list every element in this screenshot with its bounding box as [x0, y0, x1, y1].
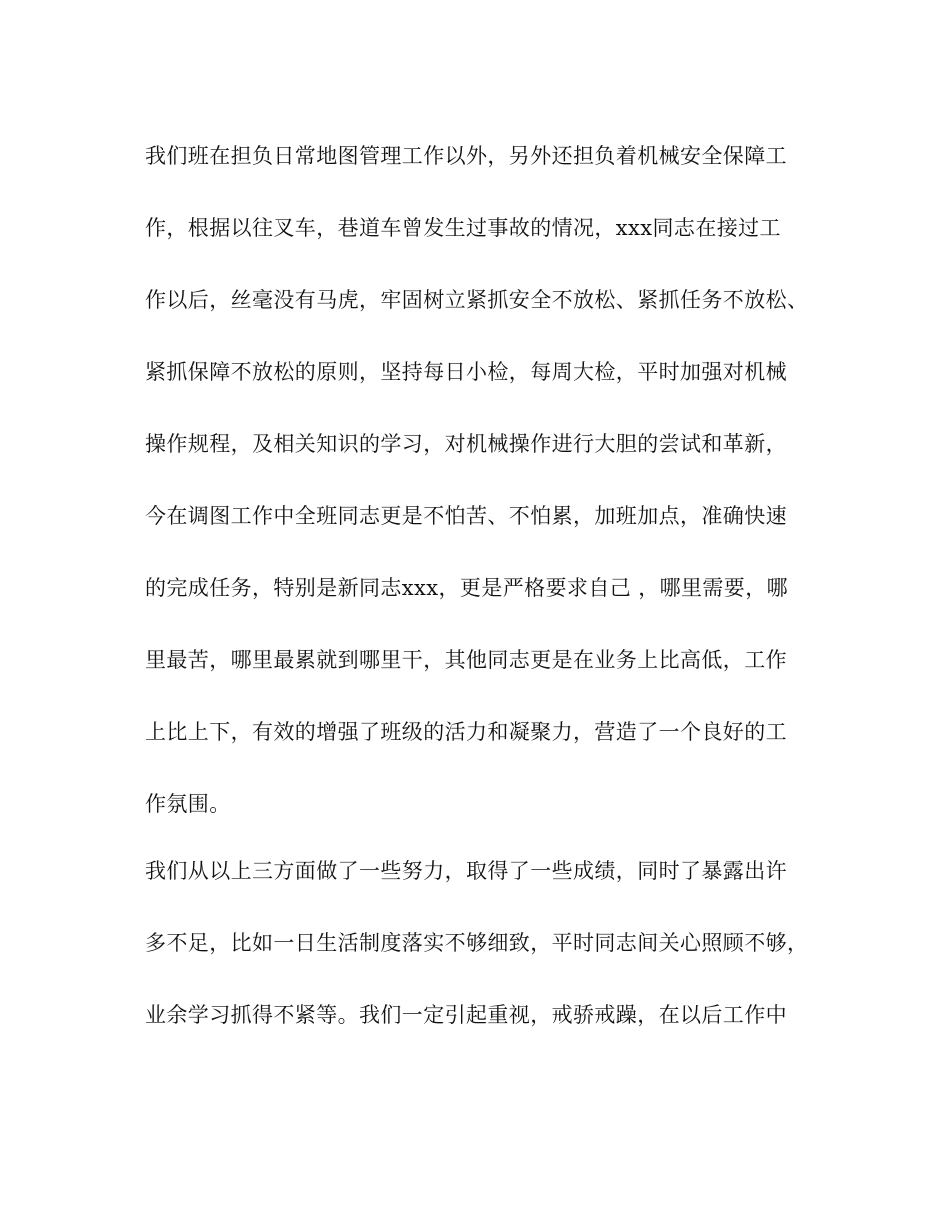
text-line: 紧抓保障不放松的原则，坚持每日小检，每周大检，平时加强对机械	[145, 360, 787, 384]
text-line: 我们从以上三方面做了一些努力，取得了一些成绩，同时了暴露出许	[145, 859, 787, 883]
text-line: 业余学习抓得不紧等。我们一定引起重视，戒骄戒躁，在以后工作中	[145, 1003, 787, 1027]
text-line: 里最苦，哪里最累就到哪里干，其他同志更是在业务上比高低，工作	[145, 648, 787, 672]
text-line: 上比上下，有效的增强了班级的活力和凝聚力，营造了一个良好的工	[145, 720, 787, 744]
text-line: 作以后，丝毫没有马虎，牢固树立紧抓安全不放松、紧抓任务不放松、	[145, 288, 809, 312]
text-line: 作，根据以往叉车，巷道车曾发生过事故的情况，xxx同志在接过工	[145, 216, 781, 240]
text-line: 操作规程，及相关知识的学习，对机械操作进行大胆的尝试和革新，	[145, 432, 787, 456]
text-line: 的完成任务，特别是新同志xxx，更是严格要求自己 ，哪里需要，哪	[145, 576, 789, 600]
text-line: 今在调图工作中全班同志更是不怕苦、不怕累，加班加点，准确快速	[145, 504, 787, 528]
text-line: 多不足，比如一日生活制度落实不够细致，平时同志间关心照顾不够，	[145, 931, 809, 955]
text-line: 作氛围。	[145, 792, 231, 816]
text-line: 我们班在担负日常地图管理工作以外，另外还担负着机械安全保障工	[145, 144, 787, 168]
